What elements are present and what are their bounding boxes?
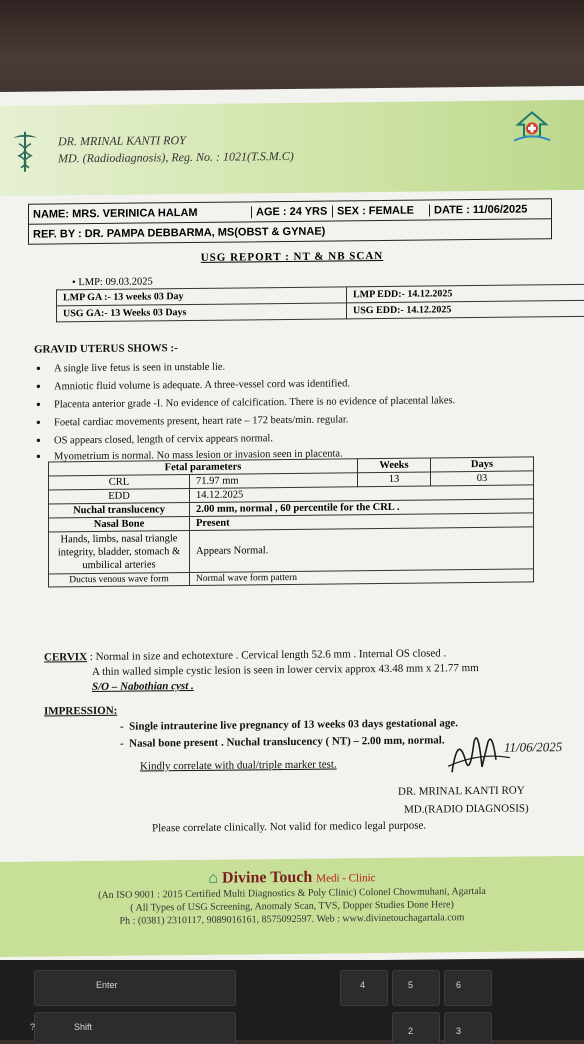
crl-label: CRL bbox=[49, 475, 190, 490]
laptop-keyboard bbox=[0, 960, 584, 1040]
lmp-ga: LMP GA :- 13 weeks 03 Day bbox=[57, 287, 347, 306]
referral-row bbox=[29, 219, 551, 243]
key-3: 3 bbox=[456, 1026, 462, 1036]
shift-key bbox=[34, 1012, 236, 1044]
edd-label: EDD bbox=[49, 489, 190, 504]
patient-sex: SEX : FEMALE bbox=[332, 204, 429, 217]
finding-item bbox=[36, 395, 455, 410]
cervix-line bbox=[44, 647, 446, 663]
patient-age: AGE : 24 YRS bbox=[251, 205, 332, 218]
dv-label: Ductus venous wave form bbox=[49, 573, 190, 587]
hands-label: Hands, limbs, nasal triangle integrity, bladder, stomach & umbilical arteries bbox=[49, 531, 190, 574]
correlate-note: Kindly correlate with dual/triple marker test. bbox=[140, 758, 337, 773]
nt-value: 2.00 mm, normal , 60 percentile for the CRL . bbox=[190, 499, 534, 517]
cervix-label: CERVIX bbox=[44, 651, 88, 664]
brand-name: Divine Touch bbox=[222, 868, 313, 887]
footer-line: ( All Types of USG Screening, Anomaly Scan, TVS, Dopper Studies Done Here) bbox=[130, 899, 454, 914]
disclaimer: Please correlate clinically. Not valid for medico legal purpose. bbox=[152, 819, 427, 835]
clinic-footer bbox=[0, 856, 584, 957]
finding-text: ● Amniotic fluid volume is adequate. A three-vessel cord was identified. bbox=[54, 378, 350, 393]
doctor-signature bbox=[440, 721, 580, 782]
finding-text: ● Foetal cardiac movements present, heart rate – 172 beats/min. regular. bbox=[54, 414, 349, 429]
referred-by: REF. BY : DR. PAMPA DEBBARMA, MS(OBST & GYNAE) bbox=[33, 225, 326, 241]
report-date: DATE : 11/06/2025 bbox=[429, 203, 531, 216]
fetal-parameters-table bbox=[48, 456, 534, 587]
header-days: Days bbox=[431, 457, 534, 472]
numpad-key bbox=[392, 970, 440, 1006]
finding-item bbox=[36, 414, 348, 428]
nb-value: Present bbox=[190, 513, 534, 531]
signer-name: DR. MRINAL KANTI ROY bbox=[398, 784, 525, 798]
cervix-impression: S/O – Nabothian cyst . bbox=[92, 679, 194, 694]
enter-key bbox=[34, 970, 236, 1006]
hands-value: Appears Normal. bbox=[190, 527, 534, 573]
patient-info-table bbox=[28, 198, 552, 244]
finding-text: ● Placenta anterior grade -I. No evidence of calcification. There is no evidence of placental lakes. bbox=[54, 395, 456, 411]
letterhead bbox=[0, 100, 584, 196]
header-param: Fetal parameters bbox=[49, 459, 358, 476]
dv-value: Normal wave form pattern bbox=[190, 569, 534, 586]
nt-label: Nuchal translucency bbox=[49, 503, 190, 518]
footer-line: (An ISO 9001 : 2015 Certified Multi Diagnostics & Poly Clinic) Colonel Chowmuhani, Agartala bbox=[98, 885, 486, 901]
crl-weeks: 13 bbox=[358, 472, 431, 487]
table-row bbox=[49, 527, 534, 574]
impression-text: Nasal bone present . Nuchal translucency ( NT) – 2.00 mm, normal. bbox=[129, 734, 445, 750]
brand-sub: Medi - Clinic bbox=[316, 872, 376, 885]
cervix-cyst: A thin walled simple cystic lesion is seen in lower cervix approx 43.48 mm x 21.77 mm bbox=[92, 661, 479, 679]
cervix-text: : Normal in size and echotexture . Cervical length 52.6 mm . Internal OS closed . bbox=[89, 647, 447, 664]
clinic-logo-icon bbox=[510, 110, 554, 146]
key-2: 2 bbox=[408, 1026, 414, 1036]
doctor-qualification: MD. (Radiodiagnosis), Reg. No. : 1021(T.S.M.C) bbox=[58, 148, 294, 166]
report-paper bbox=[0, 86, 584, 964]
signer-degree: MD.(RADIO DIAGNOSIS) bbox=[404, 802, 529, 816]
crl-days: 03 bbox=[431, 471, 534, 486]
edd-value: 14.12.2025 bbox=[190, 485, 534, 503]
key-5: 5 bbox=[408, 980, 414, 990]
finding-text: ● A single live fetus is seen in unstable lie. bbox=[54, 361, 226, 375]
patient-name: NAME: MRS. VERINICA HALAM bbox=[33, 206, 198, 221]
numpad-key bbox=[444, 1012, 492, 1044]
finding-item bbox=[36, 433, 273, 446]
shift-key-label: Shift bbox=[74, 1022, 93, 1032]
finding-text: ● OS appears closed, length of cervix appears normal. bbox=[54, 433, 273, 447]
key-4: 4 bbox=[360, 980, 366, 990]
footer-line: Ph : (0381) 2310117, 9089016161, 8575092597. Web : www.divinetouchagartala.com bbox=[119, 912, 465, 927]
lmp-date: • LMP: 09.03.2025 bbox=[72, 276, 153, 289]
doctor-block bbox=[58, 131, 294, 167]
enter-key-label: Enter bbox=[96, 980, 118, 990]
dates-block bbox=[56, 272, 584, 323]
usg-edd: USG EDD:- 14.12.2025 bbox=[346, 300, 584, 319]
dates-table bbox=[56, 284, 584, 323]
impression-item: - Nasal bone present . Nuchal translucency ( NT) – 2.00 mm, normal. bbox=[120, 734, 445, 750]
doctor-name: DR. MRINAL KANTI ROY bbox=[58, 133, 186, 149]
signature-date: 11/06/2025 bbox=[504, 739, 563, 755]
finding-item bbox=[36, 362, 225, 375]
header-weeks: Weeks bbox=[358, 458, 431, 473]
caduceus-icon bbox=[10, 128, 40, 174]
impression-text: Single intrauterine live pregnancy of 13 weeks 03 days gestational age. bbox=[129, 717, 459, 733]
gravid-heading: GRAVID UTERUS SHOWS :- bbox=[34, 342, 178, 356]
finding-item bbox=[36, 378, 350, 392]
nb-label: Nasal Bone bbox=[49, 517, 190, 532]
lmp-edd: LMP EDD:- 14.12.2025 bbox=[346, 284, 584, 303]
report-title: USG REPORT : NT & NB SCAN bbox=[200, 249, 384, 264]
question-key-label: ? bbox=[30, 1022, 36, 1032]
lmp-text: LMP: 09.03.2025 bbox=[78, 276, 153, 289]
key-6: 6 bbox=[456, 980, 462, 990]
numpad-key bbox=[444, 970, 492, 1006]
brand-icon: ⌂ bbox=[208, 869, 219, 887]
numpad-key bbox=[392, 1012, 440, 1044]
impression-item: - Single intrauterine live pregnancy of 13 weeks 03 days gestational age. bbox=[120, 717, 459, 733]
finding-text: ● Myometrium is normal. No mass lesion or invasion seen in placenta. bbox=[54, 448, 343, 463]
crl-value: 71.97 mm bbox=[190, 473, 358, 489]
impression-label: IMPRESSION: bbox=[44, 704, 118, 718]
usg-ga: USG GA:- 13 Weeks 03 Days bbox=[57, 303, 347, 322]
